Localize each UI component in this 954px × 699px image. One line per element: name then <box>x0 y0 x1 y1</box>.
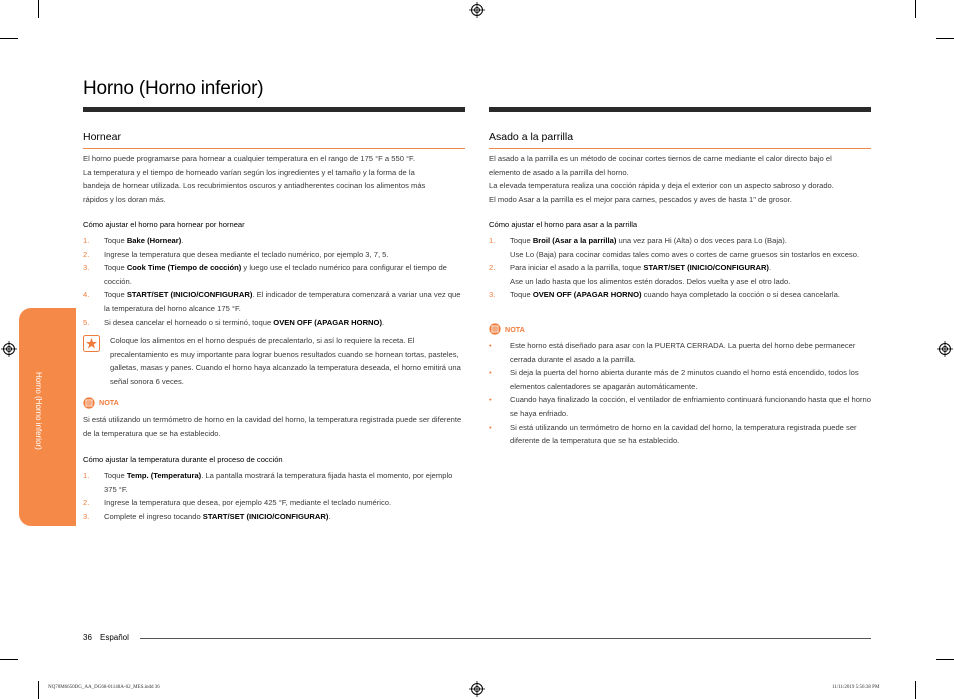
note-label: NOTA <box>99 398 119 407</box>
note-text: Si está utilizando un termómetro de horno en la cavidad del horno, la temperatura registrada puede ser diferente de la temperatura que se ha establecido. <box>83 415 462 438</box>
crop-mark <box>915 681 916 699</box>
list-item: 1. Toque Bake (Hornear). <box>83 236 184 245</box>
list-item: 2. Ingrese la temperatura que desea, por ejemplo 425 °F, mediante el teclado numérico. <box>83 498 392 508</box>
list-item: • Cuando haya finalizado la cocción, el ventilador de enfriamiento continuará funcionando hasta que el horno se haya enfriado. <box>489 395 871 418</box>
list-item: • Si deja la puerta del horno abierta durante más de 2 minutos cuando el horno está encendido, todos los elementos calentadores se apagarán automáticamente. <box>489 368 859 391</box>
print-filename: NQ70M6650DG_AA_DG68-01148A-02_MES.indd 36 <box>48 685 160 690</box>
crop-mark <box>936 659 954 660</box>
crop-mark <box>0 38 18 39</box>
crop-mark <box>936 38 954 39</box>
list-item: • Si está utilizando un termómetro de horno en la cavidad del horno, la temperatura registrada puede ser diferente de la temperatura que se ha establecido. <box>489 422 857 446</box>
side-tab <box>19 308 76 526</box>
page-number: 36 <box>83 633 92 642</box>
broil-steps <box>489 234 871 302</box>
bake-steps <box>83 234 465 329</box>
section-rule <box>83 148 465 149</box>
crop-mark <box>38 681 39 699</box>
tip-text: Coloque los alimentos en el horno después de precalentarlo, si así lo requiere la receta. El precalentamiento es muy importante para lograr buenos resultados cuando se hornean tortas, pasteles, galletas, masas y panes. Cuando el horno haya alcanzado la temperatura deseada, el horno emitirá una señal sonora 6 veces. <box>110 336 461 386</box>
footer-rule <box>140 638 871 639</box>
temp-steps <box>83 469 465 523</box>
list-item: 2. Ingrese la temperatura que desea mediante el teclado numérico, por ejemplo 3, 7, 5. <box>83 249 389 259</box>
crop-mark <box>38 0 39 18</box>
crop-mark <box>915 0 916 18</box>
list-item: 4. Toque START/SET (INICIO/CONFIGURAR). El indicador de temperatura comenzará a variar una vez que la temperatura del horno alcance 175 °F. <box>83 290 461 313</box>
star-tip-icon <box>83 335 100 352</box>
note-label: NOTA <box>505 325 525 334</box>
list-item: 5. Si desea cancelar el horneado o si terminó, toque OVEN OFF (APAGAR HORNO). <box>83 317 385 327</box>
footer-language: Español <box>100 633 129 642</box>
registration-mark-icon <box>469 2 485 18</box>
note-icon <box>489 323 501 335</box>
section-heading-hornear: Hornear <box>83 131 121 143</box>
list-item: 1. Toque Temp. (Temperatura). La pantalla mostrará la temperatura fijada hasta el momento, por ejemplo 375 °F. <box>83 471 453 494</box>
print-date: 11/11/2019 5:56:38 PM <box>832 685 880 690</box>
registration-mark-icon <box>469 681 485 697</box>
registration-mark-icon <box>937 341 953 357</box>
subheading-bake: Cómo ajustar el horno para hornear por hornear <box>83 220 245 229</box>
note-icon <box>83 397 95 409</box>
subheading-temp: Cómo ajustar la temperatura durante el proceso de cocción <box>83 455 283 464</box>
registration-mark-icon <box>1 341 17 357</box>
subheading-broil: Cómo ajustar el horno para asar a la parrilla <box>489 220 638 229</box>
section-rule <box>489 148 871 149</box>
list-item: 3. Complete el ingreso tocando START/SET (INICIO/CONFIGURAR). <box>83 511 331 521</box>
side-tab-label: Horno (Horno inferior) <box>34 372 43 450</box>
list-item: 1. Toque Broil (Asar a la parrilla) una vez para Hi (Alta) o dos veces para Lo (Baja). Use Lo (Baja) para cocinar comidas tales como aves o cortes de carne gruesos sin tostarlos en exceso. <box>489 236 860 259</box>
note-bullets <box>489 339 871 448</box>
page-title: Horno (Horno inferior) <box>83 78 264 99</box>
intro-paragraph: El asado a la parrilla es un método de cocinar cortes tiernos de carne mediante el calor directo bajo el elemento de asado a la parrilla del horno. La elevada temperatura realiza una cocción rápida y deja el exterior con un aspecto sabroso y dorado. El modo Asar a la parrilla es el mejor para carnes, pescados y aves de hasta 1" de grosor. <box>489 154 834 204</box>
list-item: • Este horno está diseñado para asar con la PUERTA CERRADA. La puerta del horno debe permanecer cerrada durante el asado a la parrilla. <box>489 341 856 364</box>
list-item: 3. Toque Cook Time (Tiempo de cocción) y luego use el teclado numérico para configurar el tiempo de cocción. <box>83 263 447 286</box>
crop-mark <box>0 659 18 660</box>
section-heading-asado: Asado a la parrilla <box>489 131 574 143</box>
list-item: 2. Para iniciar el asado a la parrilla, toque START/SET (INICIO/CONFIGURAR). Ase un lado hasta que los alimentos estén dorados. Delos vuelta y ase el otro lado. <box>489 263 791 286</box>
title-bar-right <box>489 107 871 112</box>
list-item: 3. Toque OVEN OFF (APAGAR HORNO) cuando haya completado la cocción o si desea cancelarla. <box>489 290 840 300</box>
title-bar-left <box>83 107 465 112</box>
intro-paragraph: El horno puede programarse para hornear a cualquier temperatura en el rango de 175 °F a 550 °F. La temperatura y el tiempo de horneado varían según los ingredientes y el tamaño y la forma de la bandeja de hornear utilizada. Los recubrimientos oscuros y antiadherentes cocinan los alimentos más rápidos y los doran más. <box>83 154 426 204</box>
